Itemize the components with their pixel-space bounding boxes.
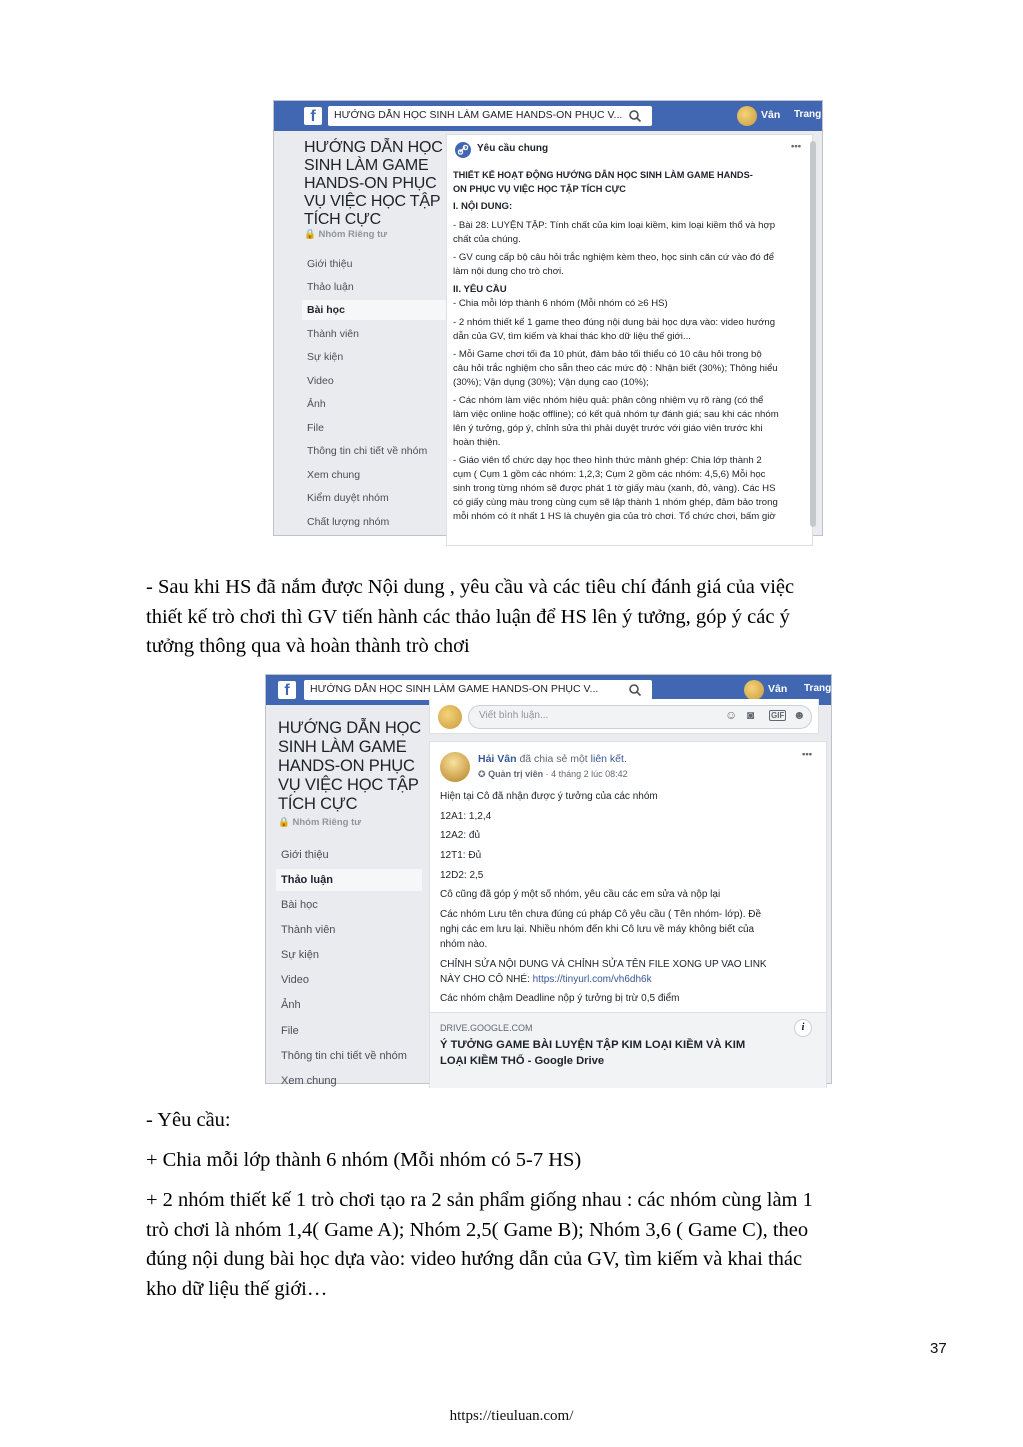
link-icon: [455, 142, 471, 158]
sidebar-item-group-insights[interactable]: Thông tin chi tiết về nhóm: [307, 445, 428, 457]
user-name[interactable]: Vân: [768, 683, 788, 695]
sidebar-item-lessons[interactable]: Bài học: [281, 899, 318, 911]
search-input[interactable]: [304, 680, 652, 700]
search-text: HƯỚNG DẪN HỌC SINH LÀM GAME HANDS-ON PHỤC V...: [334, 109, 623, 121]
sidebar-item-video[interactable]: Video: [281, 974, 309, 986]
sidebar-item-group-insights[interactable]: Thông tin chi tiết về nhóm: [281, 1050, 407, 1062]
post-line: - GV cung cấp bộ câu hỏi trắc nghiệm kèm theo, học sinh căn cứ vào đó để: [453, 252, 775, 263]
facebook-top-bar: [274, 101, 830, 131]
requirement-item-1: + Chia mỗi lớp thành 6 nhóm (Mỗi nhóm có 5-7 HS): [146, 1149, 582, 1171]
sidebar-item-photos[interactable]: Ảnh: [307, 398, 326, 410]
search-icon[interactable]: [628, 109, 642, 123]
post-line: Các nhóm Lưu tên chưa đúng cú pháp Cô yêu cầu ( Tên nhóm- lớp). Đề: [440, 909, 762, 920]
post-line: sinh trong từng nhóm sẽ được phát 1 tờ giấy màu (xanh, đỏ, vàng). Các HS: [453, 483, 776, 494]
sidebar-item-discussion[interactable]: Thảo luận: [276, 869, 422, 891]
post-line: - Các nhóm làm việc nhóm hiệu quả: phân công nhiệm vụ rõ ràng (có thể: [453, 395, 764, 406]
facebook-screenshot-1: [273, 100, 830, 536]
sidebar-item-events[interactable]: Sự kiện: [281, 949, 319, 961]
sticker-icon[interactable]: ☻: [793, 708, 806, 722]
post-line: Hiện tại Cô đã nhận được ý tưởng của các nhóm: [440, 791, 658, 802]
sidebar-item-members[interactable]: Thành viên: [281, 924, 336, 936]
group-sidebar: [266, 705, 426, 1087]
post-line: nhóm nào.: [440, 939, 488, 950]
emoji-icon[interactable]: ☺: [725, 708, 738, 722]
post-author-line: [478, 752, 627, 766]
post-line: 12A1: 1,2,4: [440, 811, 492, 822]
gif-icon[interactable]: GIF: [771, 711, 785, 720]
search-text: HƯỚNG DẪN HỌC SINH LÀM GAME HANDS-ON PHỤC V...: [310, 683, 599, 695]
home-link[interactable]: Trang c: [794, 109, 830, 120]
post-line: II. YÊU CẦU: [453, 284, 507, 295]
page-number: 37: [930, 1340, 947, 1357]
privacy-label: 🔒 Nhóm Riêng tư: [304, 229, 388, 240]
post-card: [429, 741, 827, 1088]
post-line: mỗi nhóm có ít nhất 1 HS là chuyên gia của trò chơi. Tổ chức chơi, bấm giờ: [453, 511, 776, 522]
post-line: - Bài 28: LUYỆN TẬP: Tính chất của kim loại kiềm, kim loại kiềm thổ và hợp: [453, 220, 776, 231]
post-meta: [478, 767, 628, 781]
link-title: Ý TƯỞNG GAME BÀI LUYỆN TẬP KIM LOẠI KIỀM VÀ KIM LOẠI KIỀM THỔ - Google Drive: [440, 1039, 746, 1067]
author-avatar[interactable]: [440, 752, 470, 782]
facebook-logo-icon[interactable]: f: [278, 681, 296, 699]
link-preview[interactable]: [430, 1012, 826, 1088]
post-line: 12A2: đủ: [440, 830, 481, 841]
post-line: I. NỘI DUNG:: [453, 201, 513, 212]
home-link[interactable]: Trang: [804, 683, 832, 694]
post-line: cụm ( Cụm 1 gồm các nhóm: 1,2,3; Cụm 2 gồm các nhóm: 4,5,6) Mỗi học: [453, 469, 766, 480]
sidebar-item-watch-party[interactable]: Xem chung: [307, 469, 361, 481]
group-title: HƯỚNG DẪN HỌC SINH LÀM GAME HANDS-ON PHỤC VỤ VIỆC HỌC TẬP TÍCH CỰC: [304, 139, 443, 228]
sidebar-item-events[interactable]: Sự kiện: [307, 351, 344, 363]
sidebar-item-discussion[interactable]: Thảo luận: [307, 281, 354, 293]
search-input[interactable]: [328, 106, 652, 126]
lock-icon: 🔒: [304, 229, 316, 240]
post-line-with-link: NÀY CHO CÔ NHÉ: https://tinyurl.com/vh6dh6k: [440, 974, 652, 985]
post-header: Yêu cầu chung: [477, 143, 549, 154]
info-icon[interactable]: i: [794, 1019, 812, 1037]
post-line: CHỈNH SỬA NỘI DUNG VÀ CHỈNH SỬA TÊN FILE XONG UP VAO LINK: [440, 959, 767, 970]
post-card: [446, 134, 813, 546]
sidebar-item-photos[interactable]: Ảnh: [281, 999, 301, 1011]
avatar[interactable]: [737, 106, 757, 126]
comment-input[interactable]: [468, 705, 812, 729]
requirements-heading: - Yêu cầu:: [146, 1109, 231, 1131]
post-line: THIẾT KẾ HOẠT ĐỘNG HƯỚNG DẪN HỌC SINH LÀM GAME HANDS-: [453, 170, 753, 180]
post-line: - 2 nhóm thiết kế 1 game theo đúng nội dung bài học dựa vào: video hướng: [453, 317, 776, 328]
post-line: 12D2: 2,5: [440, 870, 484, 881]
post-line: (30%); Vận dụng (30%); Vận dụng cao (10%);: [453, 377, 649, 388]
role: Quản trị viên: [488, 769, 544, 779]
sidebar-item-video[interactable]: Video: [307, 375, 334, 387]
post-line: dẫn của GV, tìm kiếm và khai thác kho dữ liệu thế giới...: [453, 331, 691, 342]
camera-icon[interactable]: ◙: [747, 708, 755, 722]
sidebar-item-watch-party[interactable]: Xem chung: [281, 1075, 337, 1087]
shared-text: đã chia sẻ một: [519, 753, 588, 765]
sidebar-item-lessons[interactable]: Bài học: [302, 300, 446, 320]
sidebar-item-group-quality[interactable]: Chất lượng nhóm: [307, 516, 390, 528]
comment-placeholder: Viết bình luận...: [479, 710, 549, 721]
group-sidebar: [274, 131, 444, 535]
post-time[interactable]: · 4 tháng 2 lúc 08:42: [545, 769, 628, 779]
lock-icon: 🔒: [278, 817, 290, 828]
commenter-avatar: [438, 705, 462, 729]
post-line: nghị các em lưu lại. Nhiều nhóm đến khi Cô lưu về máy không biết của: [440, 924, 755, 935]
link-domain: DRIVE.GOOGLE.COM: [440, 1023, 533, 1033]
post-line: Cô cũng đã góp ý một số nhóm, yêu cầu các em sửa và nộp lại: [440, 889, 721, 900]
more-options-icon[interactable]: •••: [791, 141, 802, 152]
post-line: - Giáo viên tổ chức dạy học theo hình thức mảnh ghép: Chia lớp thành 2: [453, 455, 762, 466]
sidebar-item-members[interactable]: Thành viên: [307, 328, 359, 340]
shared-link[interactable]: liên kết.: [590, 753, 627, 765]
avatar[interactable]: [744, 680, 764, 700]
facebook-logo-icon[interactable]: f: [304, 107, 322, 125]
post-line: - Mỗi Game chơi tối đa 10 phút, đảm bảo tối thiểu có 10 câu hỏi trong bộ: [453, 349, 762, 360]
more-options-icon[interactable]: •••: [802, 749, 813, 760]
footer-url[interactable]: https://tieuluan.com/: [449, 1408, 574, 1424]
post-line: chất của chúng.: [453, 234, 521, 245]
sidebar-item-files[interactable]: File: [307, 422, 324, 434]
author-name[interactable]: Hải Vân: [478, 753, 517, 765]
sidebar-item-about[interactable]: Giới thiệu: [307, 258, 353, 270]
search-icon[interactable]: [628, 683, 642, 697]
post-line: có giấy cùng màu trong cùng cụm sẽ lập thành 1 nhóm ghép, đảm bảo trong: [453, 497, 778, 508]
post-line: ON PHỤC VỤ VIỆC HỌC TẬP TÍCH CỰC: [453, 184, 626, 194]
facebook-screenshot-2: [265, 674, 832, 1087]
post-line: - Chia mỗi lớp thành 6 nhóm (Mỗi nhóm có ≥6 HS): [453, 298, 668, 309]
group-title: HƯỚNG DẪN HỌC SINH LÀM GAME HANDS-ON PHỤC VỤ VIỆC HỌC TẬP TÍCH CỰC: [278, 719, 421, 813]
post-line: hoàn thiện.: [453, 437, 501, 448]
sidebar-item-files[interactable]: File: [281, 1025, 299, 1037]
post-line: 12T1: Đủ: [440, 850, 482, 861]
comment-box-card: [429, 699, 819, 734]
post-line: câu hỏi trắc nghiệm cho sẵn theo các mức độ : Nhận biết (30%); Thông hiểu: [453, 363, 778, 374]
sidebar-item-about[interactable]: Giới thiệu: [281, 849, 329, 861]
requirement-item-2: + 2 nhóm thiết kế 1 trò chơi tạo ra 2 sản phẩm giống nhau : các nhóm cùng làm 1 trò chơi là nhóm 1,4( Game A); Nhóm 2,5( Game B); Nhóm 3,6 ( Game C), theo đúng nội dung bài học dựa vào: video hướng dẫn của GV, tìm kiếm và khai thác kho dữ liệu thế giới…: [146, 1189, 813, 1300]
user-name[interactable]: Vân: [761, 109, 781, 121]
post-line: làm việc online hoặc offline); có kết quả nhóm tự đánh giá; sau khi các nhóm: [453, 409, 779, 420]
tinyurl-link[interactable]: https://tinyurl.com/vh6dh6k: [532, 974, 652, 985]
post-line: Các nhóm chậm Deadline nộp ý tưởng bị trừ 0,5 điểm: [440, 993, 680, 1004]
scrollbar[interactable]: [810, 141, 816, 527]
post-line: làm nội dung cho trò chơi.: [453, 266, 564, 277]
sidebar-item-moderation[interactable]: Kiểm duyệt nhóm: [307, 492, 389, 504]
paragraph-discussion: - Sau khi HS đã nắm được Nội dung , yêu cầu và các tiêu chí đánh giá của việc thiết kế trò chơi thì GV tiến hành các thảo luận để HS lên ý tưởng, góp ý các ý tưởng thông qua và hoàn thành trò chơi: [146, 576, 795, 657]
privacy-label: 🔒 Nhóm Riêng tư: [278, 817, 362, 828]
admin-badge-icon: ✪: [478, 769, 486, 779]
post-line: lên ý tưởng, góp ý, chỉnh sửa thì phải duyệt trước với giáo viên trước khi: [453, 423, 763, 434]
